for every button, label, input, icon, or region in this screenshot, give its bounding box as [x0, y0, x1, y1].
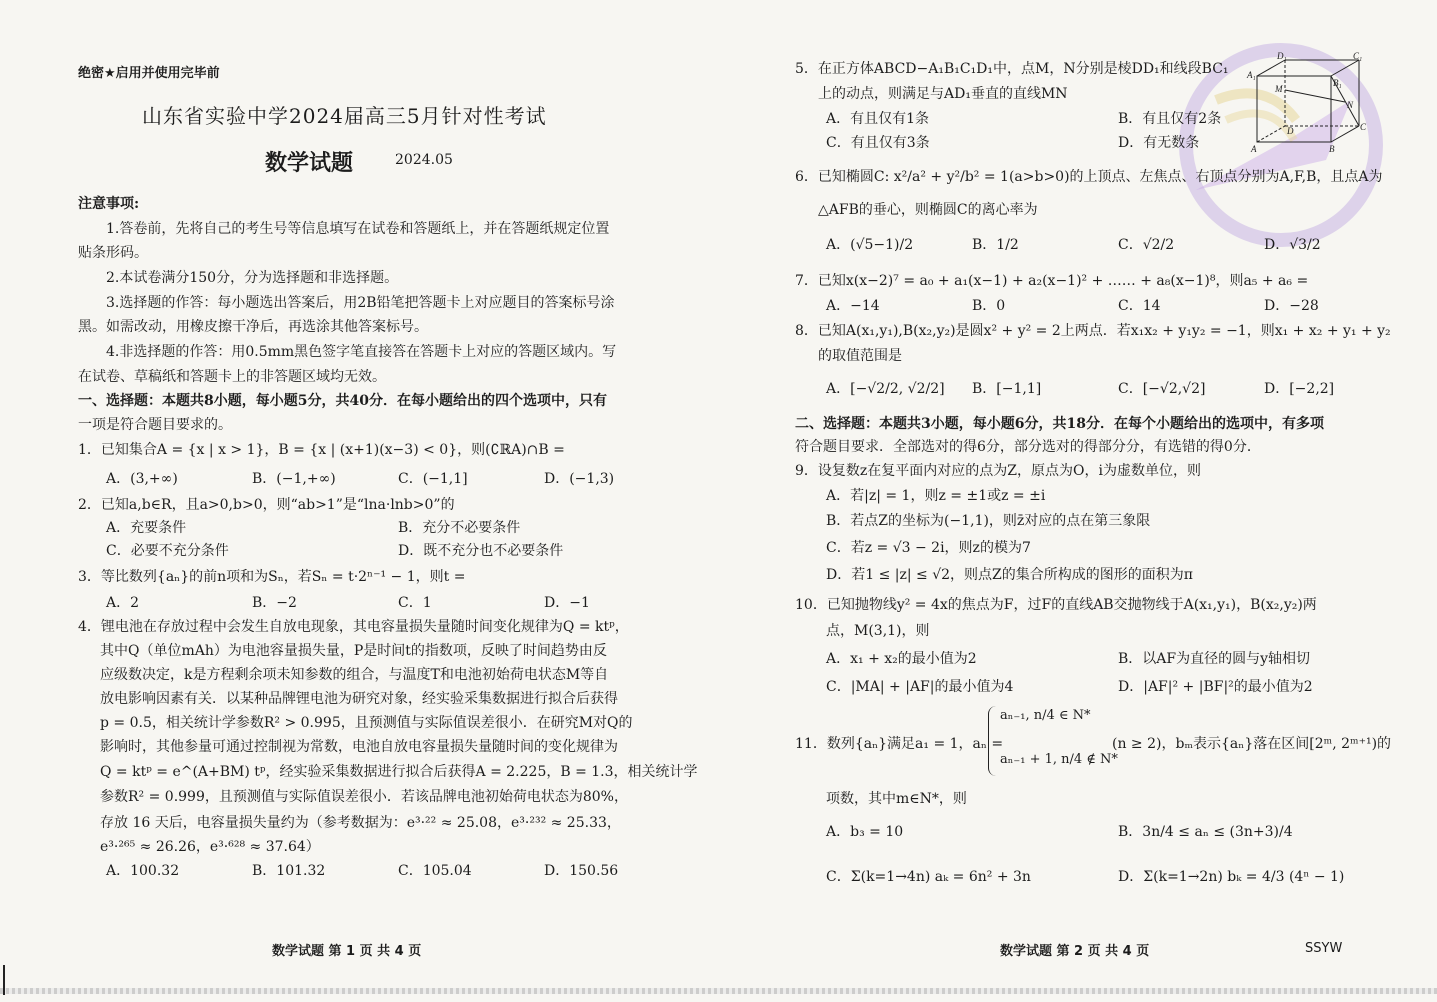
section1-heading: 一、选择题：本题共8小题，每小题5分，共40分．在每小题给出的四个选项中，只有 [78, 393, 607, 409]
q7-option-d: D．−28 [1264, 298, 1319, 314]
question-6: 6．已知椭圆C: x²/a² + y²/b² = 1(a>b>0)的上顶点、左焦点、右顶点分别为A,F,B，且点A为 [795, 169, 1383, 185]
cube-label: C [1360, 122, 1367, 132]
q4-option-c: C．105.04 [398, 863, 472, 879]
q6-option-d: D．√3/2 [1264, 237, 1321, 253]
note-line: 贴条形码。 [78, 245, 148, 261]
question-8-cont: 的取值范围是 [818, 348, 902, 364]
question-10-cont: 点，M(3,1)，则 [826, 623, 930, 639]
exam-title: 山东省实验中学2024届高三5月针对性考试 [142, 104, 547, 128]
question-4-line: Q = ktᵖ = e^(A+BM) tᵖ，经实验采集数据进行拟合后获得A = 2.225，B = 1.3，相关统计学 [100, 764, 698, 780]
q2-option-b: B．充分不必要条件 [398, 520, 521, 536]
q11-option-b: B．3n/4 ≤ aₙ ≤ (3n+3)/4 [1118, 824, 1293, 840]
note-line: 4.非选择题的作答：用0.5mm黑色签字笔直接答在答题卡上对应的答题区域内。写 [106, 344, 617, 360]
cube-label: C₁ [1353, 51, 1363, 61]
q11-option-d: D．Σ(k=1→2n) bₖ = 4/3 (4ⁿ − 1) [1118, 869, 1345, 885]
q6-option-a: A．(√5−1)/2 [826, 237, 914, 253]
exam-date: 2024.05 [395, 152, 453, 168]
q1-option-c: C．(−1,1] [398, 471, 468, 487]
cube-label: M [1275, 84, 1283, 94]
q11-case-2: aₙ₋₁ + 1, n/4 ∉ N* [1000, 752, 1118, 767]
scan-artifact [0, 988, 1437, 994]
q4-option-d: D．150.56 [544, 863, 619, 879]
q8-option-d: D．[−2,2] [1264, 381, 1335, 397]
q8-option-b: B．[−1,1] [972, 381, 1042, 397]
q3-option-d: D．−1 [544, 595, 590, 611]
section2-heading: 二、选择题：本题共3小题，每小题6分，共18分．在每个小题给出的选项中，有多项 [795, 416, 1324, 432]
cube-label: A [1251, 144, 1257, 154]
cube-label: D [1287, 126, 1294, 136]
q5-option-b: B．有且仅有2条 [1118, 111, 1222, 127]
q5-option-c: C．有且仅有3条 [826, 135, 930, 151]
q2-option-a: A．充要条件 [106, 520, 187, 536]
question-7: 7．已知x(x−2)⁷ = a₀ + a₁(x−1) + a₂(x−1)² + …… + a₈(x−1)⁸，则a₅ + a₆ = [795, 273, 1309, 289]
q6-option-c: C．√2/2 [1118, 237, 1175, 253]
note-line: 在试卷、草稿纸和答题卡上的非答题区域均无效。 [78, 369, 386, 385]
question-4-line: 参数R² = 0.999，且预测值与实际值误差很小．若该品牌电池初始荷电状态为80%， [100, 789, 628, 805]
question-10: 10．已知抛物线y² = 4x的焦点为F，过F的直线AB交抛物线于A(x₁,y₁)，B(x₂,y₂)两 [795, 597, 1317, 613]
q7-option-a: A．−14 [826, 298, 880, 314]
question-4-line: 影响时，其他参量可通过控制视为常数，电池自放电容量损失量随时间的变化规律为 [100, 739, 618, 755]
paper-code: SSYW [1305, 941, 1343, 956]
scan-edge-mark [3, 965, 5, 995]
q10-option-c: C．|MA| + |AF|的最小值为4 [826, 679, 1014, 695]
q8-option-a: A．[−√2/2, √2/2] [826, 381, 945, 397]
cube-figure [1245, 50, 1365, 158]
question-11-cont: (n ≥ 2)，bₘ表示{aₙ}落在区间[2ᵐ, 2ᵐ⁺¹)的 [1112, 736, 1392, 752]
note-line: 1.答卷前，先将自己的考生号等信息填写在试卷和答题纸上，并在答题纸规定位置 [106, 221, 610, 237]
question-4-line: p = 0.5，相关统计学参数R² > 0.995，且预测值与实际值误差很小．在研究M对Q的 [100, 715, 633, 731]
cube-label: B₁ [1333, 78, 1342, 88]
q1-option-b: B．(−1,+∞) [252, 471, 336, 487]
question-5: 5．在正方体ABCD−A₁B₁C₁D₁中，点M，N分别是棱DD₁和线段BC₁ [795, 61, 1229, 77]
q10-option-a: A．x₁ + x₂的最小值为2 [826, 651, 977, 667]
question-11-tail: 项数，其中m∈N*，则 [826, 791, 967, 807]
q9-option-d: D．若1 ≤ |z| ≤ √2，则点Z的集合所构成的图形的面积为π [826, 567, 1193, 583]
q3-option-a: A．2 [106, 595, 140, 611]
q7-option-b: B．0 [972, 298, 1006, 314]
notes-heading: 注意事项: [78, 196, 140, 212]
question-4-line: 其中Q（单位mAh）为电池容量损失量，P是时间t的指数项，反映了时间趋势由反 [100, 643, 607, 659]
cube-label: B [1329, 144, 1335, 154]
question-2: 2．已知a,b∈R，且a>0,b>0，则“ab>1”是“lna·lnb>0”的 [78, 497, 455, 513]
note-line: 2.本试卷满分150分，分为选择题和非选择题。 [106, 270, 399, 286]
q11-case-1: aₙ₋₁, n/4 ∈ N* [1000, 708, 1091, 723]
question-4-line: 4．锂电池在存放过程中会发生自放电现象，其电容量损失量随时间变化规律为Q = ktᵖ， [78, 619, 629, 635]
q4-option-a: A．100.32 [106, 863, 180, 879]
section1-heading-cont: 一项是符合题目要求的。 [78, 417, 232, 433]
q6-option-b: B．1/2 [972, 237, 1019, 253]
note-line: 黑。如需改动，用橡皮擦干净后，再选涂其他答案标号。 [78, 319, 428, 335]
question-3: 3．等比数列{aₙ}的前n项和为Sₙ，若Sₙ = t·2ⁿ⁻¹ − 1，则t = [78, 569, 466, 585]
q9-option-a: A．若|z| = 1，则z = ±1或z = ±i [826, 488, 1046, 504]
section2-heading-cont: 符合题目要求．全部选对的得6分，部分选对的得部分分，有选错的得0分． [795, 439, 1261, 455]
cube-label: D₁ [1277, 51, 1287, 61]
q9-option-c: C．若z = √3 − 2i，则z的模为7 [826, 540, 1031, 556]
question-8: 8．已知A(x₁,y₁),B(x₂,y₂)是圆x² + y² = 2上两点．若x₁x₂ + y₁y₂ = −1，则x₁ + x₂ + y₁ + y₂ [795, 323, 1391, 339]
piecewise-brace [988, 706, 999, 776]
q7-option-c: C．14 [1118, 298, 1161, 314]
q5-option-a: A．有且仅有1条 [826, 111, 930, 127]
question-11: 11．数列{aₙ}满足a₁ = 1，aₙ = [795, 736, 1004, 752]
q1-option-a: A．(3,+∞) [106, 471, 178, 487]
q3-option-c: C．1 [398, 595, 432, 611]
note-line: 3.选择题的作答：每小题选出答案后，用2B铅笔把答题卡上对应题目的答案标号涂 [106, 295, 615, 311]
cube-label: A₁ [1247, 70, 1256, 80]
subject-title: 数学试题 [265, 150, 354, 176]
q2-option-c: C．必要不充分条件 [106, 543, 229, 559]
q11-option-a: A．b₃ = 10 [826, 824, 904, 840]
q1-option-d: D．(−1,3) [544, 471, 615, 487]
q5-option-d: D．有无数条 [1118, 135, 1200, 151]
q8-option-c: C．[−√2,√2] [1118, 381, 1206, 397]
secret-label: 绝密★启用并使用完毕前 [78, 66, 220, 81]
q10-option-b: B．以AF为直径的圆与y轴相切 [1118, 651, 1311, 667]
q10-option-d: D．|AF|² + |BF|²的最小值为2 [1118, 679, 1313, 695]
question-4-line: 放电影响因素有关．以某种品牌锂电池为研究对象，经实验采集数据进行拟合后获得 [100, 691, 618, 707]
page-footer-right: 数学试题 第 2 页 共 4 页 [1000, 944, 1150, 959]
q3-option-b: B．−2 [252, 595, 297, 611]
q2-option-d: D．既不充分也不必要条件 [398, 543, 564, 559]
q4-option-b: B．101.32 [252, 863, 326, 879]
question-9: 9．设复数z在复平面内对应的点为Z，原点为O，i为虚数单位，则 [795, 463, 1201, 479]
cube-label: N [1347, 100, 1354, 110]
question-5-cont: 上的动点，则满足与AD₁垂直的直线MN [818, 86, 1068, 102]
q11-option-c: C．Σ(k=1→4n) aₖ = 6n² + 3n [826, 869, 1031, 885]
q9-option-b: B．若点Z的坐标为(−1,1)，则z̄对应的点在第三象限 [826, 513, 1151, 529]
question-6-cont: △AFB的垂心，则椭圆C的离心率为 [818, 202, 1038, 218]
question-1: 1．已知集合A = {x | x > 1}，B = {x | (x+1)(x−3) < 0}，则(∁ℝA)∩B = [78, 442, 565, 458]
question-4-line: e³·²⁶⁵ ≈ 26.26，e³·⁶²⁸ ≈ 37.64） [100, 839, 320, 855]
page-footer-left: 数学试题 第 1 页 共 4 页 [272, 944, 422, 959]
question-4-line: 应级数决定，k是方程剩余项未知参数的组合，与温度T和电池初始荷电状态M等自 [100, 667, 609, 683]
question-4-line: 存放 16 天后，电容量损失量约为（参考数据为：e³·²² ≈ 25.08，e³·²³² ≈ 25.33， [100, 815, 621, 831]
